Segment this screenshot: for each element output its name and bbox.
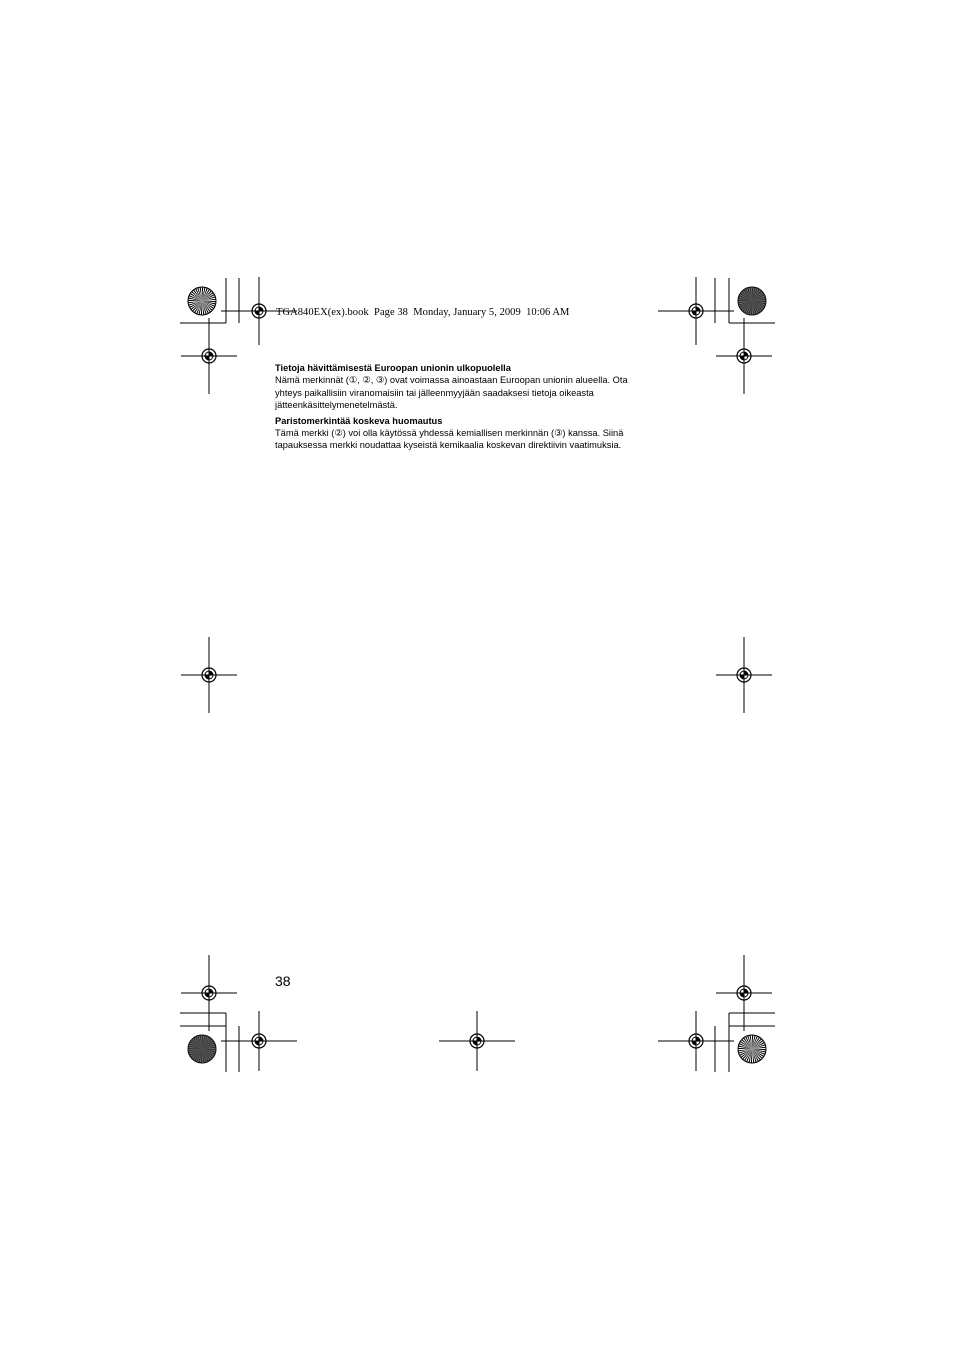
registration-mark-icon xyxy=(658,1011,734,1071)
color-star-target-icon xyxy=(188,1035,216,1063)
registration-mark-icon xyxy=(716,318,772,394)
registration-mark-icon xyxy=(221,1011,297,1071)
section-text-line: tapauksessa merkki noudattaa kyseistä kemikaalia koskevan direktiivin vaatimuksia. xyxy=(275,440,622,451)
registration-mark-icon xyxy=(716,637,772,713)
registration-mark-icon xyxy=(181,318,237,394)
registration-mark-icon xyxy=(181,955,237,1031)
color-star-target-icon xyxy=(738,287,766,315)
document-body xyxy=(275,362,675,452)
section-heading-battery: Paristomerkintää koskeva huomautus xyxy=(275,415,443,426)
color-star-target-icon xyxy=(738,1035,766,1063)
section-heading-disposal: Tietoja hävittämisestä Euroopan unionin ulkopuolella xyxy=(275,363,511,373)
registration-mark-icon xyxy=(439,1011,515,1071)
section-text-line: Nämä merkinnät (①, ②, ③) ovat voimassa ainoastaan Euroopan unionin alueella. Ota xyxy=(275,375,628,386)
section-text-line: jätteenkäsittelymenetelmästä. xyxy=(275,400,398,411)
registration-mark-icon xyxy=(181,637,237,713)
registration-mark-icon xyxy=(716,955,772,1031)
color-star-target-icon xyxy=(188,287,216,315)
battery-symbol-section xyxy=(275,415,675,452)
section-text-line: yhteys paikallisiin viranomaisiin tai jälleenmyyjään saadaksesi tietoja oikeasta xyxy=(275,387,594,398)
disposal-section xyxy=(275,362,675,412)
page-number: 38 xyxy=(275,973,291,989)
registration-mark-icon xyxy=(658,277,734,345)
section-text-line: Tämä merkki (②) voi olla käytössä yhdessä kemiallisen merkinnän (③) kanssa. Siinä xyxy=(275,428,624,439)
file-info-line: TGA840EX(ex).book Page 38 Monday, January 5, 2009 10:06 AM xyxy=(276,307,570,318)
